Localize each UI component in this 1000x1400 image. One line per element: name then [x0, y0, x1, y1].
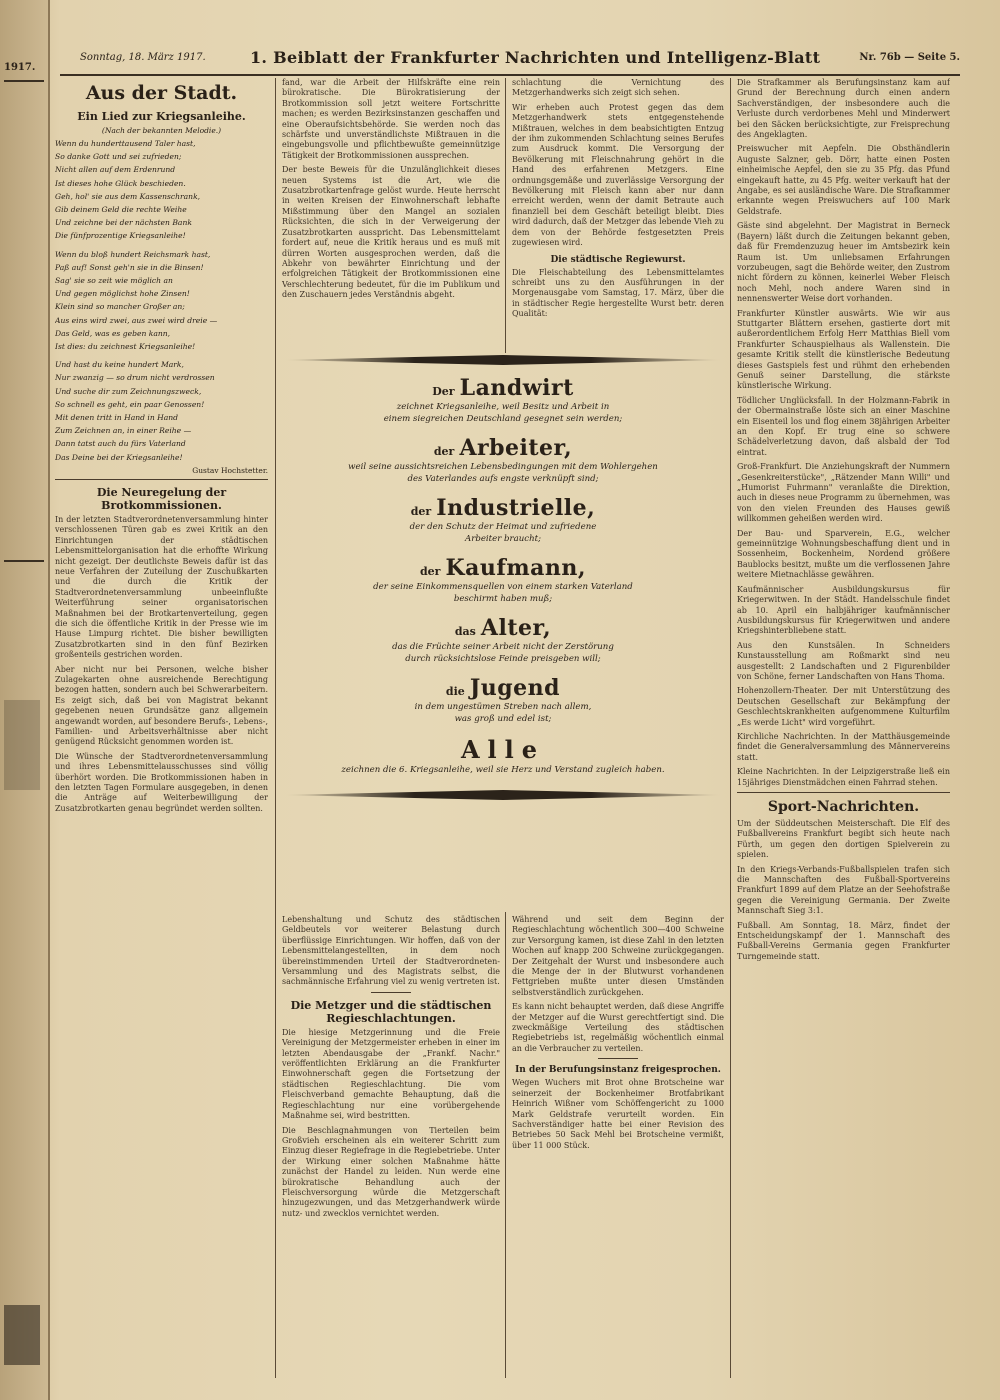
- war-bond-advertisement: [283, 355, 723, 910]
- poem-line: Und suche dir zum Zeichnungszweck,: [55, 386, 202, 396]
- subhead: Die städtische Regiewurst.: [550, 254, 686, 265]
- poem-line: Nur zwanzig — so drum nicht verdrossen: [55, 373, 215, 383]
- poem-line: Und hast du keine hundert Mark,: [55, 360, 184, 370]
- article-paragraph: Die Beschlagnahmungen von Tierteilen beim Großvieh erscheinen als ein weiterer Schritt zum Einzug dieser Regiefrage in die Regiebetriebe. Unter der Wirkung einer solchen Maßnahme hätte zunächst der Handel zu leiden. Nun werde eine bürokratische Behandlung auch der Fleischversorgung würde die Metzgerschaft hinzugezwungen, und das Metzgerhandwerk würde nutz- und zwecklos vernichtet werden.: [282, 1125, 500, 1218]
- column-2-bottom: [282, 915, 500, 1377]
- sport-item: Um der Süddeutschen Meisterschaft. Die Elf des Fußballvereins Frankfurt begibt sich heute nach Fürth, um gegen den dortigen Spielverein zu spielen.: [737, 819, 950, 860]
- column-4: [737, 78, 950, 1378]
- column-3-bottom: [512, 915, 724, 1377]
- column-rule: [730, 78, 731, 1378]
- column-rule: [505, 912, 506, 1378]
- column-3-top: [512, 78, 724, 350]
- poem-line: Gib deinem Geld die rechte Weihe: [55, 205, 187, 215]
- ad-prefix: der: [410, 505, 432, 518]
- ad-line: zeichnet Kriegsanleihe, weil Besitz und Arbeit in: [396, 402, 610, 412]
- paper-title: 1. Beiblatt der Frankfurter Nachrichten und Intelligenz-Blatt: [250, 48, 821, 67]
- news-item: Der Bau- und Sparverein, E.G., welcher gemeinnützige Wohnungsbeschaffung dient und in Sossenheim, Bockenheim, Nordend größere Baublocks besitzt, mußte um die verflossenen Jahre weitere Mietnachlässe gewähren.: [737, 528, 950, 580]
- margin-ink-block: [4, 700, 40, 790]
- ad-line: beschirmt haben muß;: [453, 594, 553, 604]
- article-paragraph: Lebenshaltung und Schutz des städtischen Geldbeutels vor weiterer Belastung durch überflüssige Einrichtungen. Wir hoffen, daß von der Lebensmittelangestellten, in dem noch übereinstimmenden Urteil der Stadtverordneten-Versammlung und des Magistrats selbst, die sachmännische Erfahrung viel zu wenig vertreten ist.: [282, 915, 500, 987]
- poem-line: Ist dies: du zeichnest Kriegsanleihe!: [55, 342, 196, 352]
- ad-line: der den Schutz der Heimat und zufriedene: [409, 522, 597, 532]
- ad-item: [283, 435, 723, 485]
- poem-line: So danke Gott und sei zufrieden;: [55, 152, 182, 162]
- news-item: Kirchliche Nachrichten. In der Matthäusgemeinde findet die Generalversammlung des Männervereins statt.: [737, 731, 950, 762]
- ad-keyword: Jugend: [469, 675, 561, 701]
- divider: [371, 992, 411, 993]
- poem-stanza-3: [55, 360, 268, 463]
- news-item: Preiswucher mit Aepfeln. Die Obsthändlerin Auguste Salzner, geb. Dörr, hatte einen Posten einheimische Aepfel, den sie zu 35 Pfg. das Pfund eingekauft hatte, zu 45 Pfg. weiter verkauft hat der Angabe, es sei ausländische Ware. Die Strafkammer erkannte wegen Preiswuchers auf 100 Mark Geldstrafe.: [737, 144, 950, 216]
- poem-line: Sag' sie so zeit wie möglich an: [55, 276, 173, 286]
- ad-alle: Alle: [460, 735, 546, 764]
- poem-line: So schnell es geht, ein paar Genossen!: [55, 399, 205, 409]
- ad-keyword: Kaufmann,: [445, 555, 587, 581]
- ad-line: einem siegreichen Deutschland gesegnet sein werden;: [383, 414, 623, 424]
- article-paragraph: Wegen Wuchers mit Brot ohne Brotscheine war seinerzeit der Bockenheimer Brotfabrikant Heinrich Wißner vom Schöffengericht zu 1000 Mark Geldstrafe verurteilt worden. Ein Sachverständiger hatte bei einer Revision des Betriebes 50 Sack Mehl bei Brotscheine vermißt, über 11 000 Stück.: [512, 1078, 724, 1150]
- news-item: Kleine Nachrichten. In der Leipzigerstraße ließ ein 15jähriges Dienstmädchen einen Fahrrad stehen.: [737, 767, 950, 787]
- ad-keyword: Arbeiter,: [459, 435, 573, 461]
- article-paragraph: Wir erheben auch Protest gegen das dem Metzgerhandwerk stets entgegenstehende Mißtrauen, welches in dem beabsichtigten Entzug der ihm zukommenden Schlachtung seines Berufes zum Ausdruck kommt. Die Versorgung der Bevölkerung mit Fleischnahrung gehört in die Hand des erfahrenen Metzgers. Eine ordnungsgemäße und zuverlässige Versorgung der Bevölkerung mit Fleisch kann aber nur dann erreicht werden, wenn der damit Betraute auch finanziell bei dem Geschäft beteiligt bleibt. Dies wird dadurch, daß der Metzger das lebende Vieh zu dem von der Behörde festgesetzten Preis zugewiesen wird.: [512, 102, 724, 248]
- news-item: Hohenzollern-Theater. Der mit Unterstützung des Deutschen Gesellschaft zur Bekämpfung der Geschlechtskrankheiten aufgenommene Kulturfilm „Es werde Licht" wird vorgeführt.: [737, 686, 950, 727]
- ad-keyword: Landwirt: [459, 375, 574, 401]
- article-paragraph: Es kann nicht behauptet werden, daß diese Angriffe der Metzger auf die Wurst gerechtfertigt sind. Die zweckmäßige Verteilung des städtischen Regiebetriebs ist, regelmäßig wöchentlich einmal an die Verbraucher zu verteilen.: [512, 1002, 724, 1053]
- divider: [55, 479, 268, 480]
- ad-closing: [283, 735, 723, 776]
- column-2-top: [282, 78, 500, 350]
- article-paragraph: Aber nicht nur bei Personen, welche bisher Zulagekarten ohne ausreichende Berechtigung bezogen hatten, sondern auch bei Schwerarbeitern. Es zeigt sich, daß bei von Magistrat bekannt gegebenen neuen Grundsätze ganz allgemein angewandt worden, auf besondere Berufs-, Lebens-, Familien- und Arbeitsverhältnisse aber nicht genügend Rücksicht genommen worden ist.: [55, 664, 268, 747]
- news-item: Kaufmännischer Ausbildungskursus für Kriegerwitwen. In der Städt. Handelsschule findet ab 10. April ein halbjähriger kaufmännischer Ausbildungskursus für Kriegerwitwen und andere Kriegshinterbliebene statt.: [737, 584, 950, 636]
- ad-keyword: Alter,: [480, 615, 552, 641]
- ad-prefix: das: [454, 625, 476, 638]
- poem-line: Dann tatst auch du fürs Vaterland: [55, 439, 186, 449]
- margin-rule: [4, 560, 44, 562]
- ad-prefix: der: [419, 565, 441, 578]
- poem-line: Geh, hol' sie aus dem Kassenschrank,: [55, 191, 201, 201]
- ad-item: [283, 675, 723, 725]
- poem-stanza-1: [55, 139, 268, 242]
- column-rule: [505, 78, 506, 353]
- article-paragraph: In der letzten Stadtverordnetenversammlung hinter verschlossenen Türen gab es zwei Kritik an den Einrichtungen der städtischen Lebensmittelorganisation hat die erhoffte Wirkung nicht gezeigt. Der deutlichste Beweis dafür ist das neue Verfahren der Zuteilung der Zuschußkarten und die durch die Kritik der Stadtverordnetenversammlung unbeeinflußte Weiterführung seiner organisatorischen Maßnahmen bei der Brotkartenverteilung, gegen die sich die öffentliche Kritik in der Presse wie im Hause Limpurg richtet. Die bisher bewilligten Zusatzbrotkarten sind in den fünf Bezirken großenteils gestrichen worden.: [55, 514, 268, 660]
- section-title: Aus der Stadt.: [85, 82, 238, 104]
- poem-line: Wenn du bloß hundert Reichsmark hast,: [55, 249, 211, 259]
- ad-item: [283, 555, 723, 605]
- ornament-rule: [283, 790, 723, 800]
- poem-line: Mit denen tritt in Hand in Hand: [55, 413, 179, 423]
- ad-line: des Vaterlandes aufs engste verknüpft sind;: [407, 474, 599, 484]
- margin-year: 1917.: [4, 62, 36, 73]
- news-item: Gäste sind abgelehnt. Der Magistrat in Berneck (Bayern) läßt durch die Zeitungen bekannt geben, daß für Fremdenzuzug heuer im Amtsbezirk kein Raum ist. Um unliebsamen Erfahrungen vorzubeugen, sagt die Behörde weiter, den Zustrom nicht fördern zu können, keinerlei Weber Fleisch noch Mehl, noch andere Waren sind in nennenswerter Weise dort vorhanden.: [737, 221, 950, 304]
- news-item: Die Strafkammer als Berufungsinstanz kam auf Grund der Berechnung durch einen andern Sachverständigen, der insbesondere auch die Verluste durch verdorbenes Mehl und Minderwert bei den Säcken berücksichtigte, zur Freisprechung des Angeklagten.: [737, 78, 950, 140]
- article-title: Die Neuregelung der Brotkommissionen.: [96, 485, 227, 512]
- article-paragraph: Der beste Beweis für die Unzulänglichkeit dieses neuen Systems ist die Art, wie die Zusatzbrotkartenfrage gelöst wurde. Heute herrscht in weiten Kreisen der Einwohnerschaft lebhafte Mißstimmung über den Mangel an sozialen Rücksichten, die sich in der Verweigerung der Zusatzbrotkarten ausspricht. Das Lebensmittelamt fordert auf, neue die Kritik heraus und es muß mit dürren Worten ausgesprochen werden, daß die Abkehr von bewährter Einrichtung und der erfolgreichen Tätigkeit der Brotkommissionen eine Verschlechterung bedeutet, für die im Publikum und den Zuschauern jedes Verständnis abgeht.: [282, 165, 500, 300]
- poem-line: Und gegen möglichst hohe Zinsen!: [55, 289, 190, 299]
- poem-line: Aus eins wird zwei, aus zwei wird dreie —: [55, 315, 218, 325]
- article-title: In der Berufungsinstanz freigesprochen.: [515, 1065, 721, 1076]
- margin-ink-block: [4, 1305, 40, 1365]
- ad-item: [283, 375, 723, 425]
- poem-line: Klein sind so mancher Großer an;: [55, 302, 185, 312]
- ad-keyword: Industrielle,: [436, 495, 596, 521]
- poem-line: Das Geld, was es geben kann,: [55, 328, 171, 338]
- news-item: Frankfurter Künstler auswärts. Wie wir aus Stuttgarter Blättern ersehen, gastierte dort mit außerordentlichem Erfolg Herr Matthias Biell vom Frankfurter Schauspielhaus als Wallenstein. Die gesamte Kritik stellt die künstlerische Bedeutung dieses Gastspiels fest und rühmt den erhebenden Genuß seiner Darstellung, die stärkste künstlerische Wirkung.: [737, 308, 950, 391]
- poem-note: (Nach der bekannten Melodie.): [101, 126, 222, 135]
- ad-line: Arbeiter braucht;: [465, 534, 541, 544]
- sport-section-title: Sport-Nachrichten.: [767, 799, 920, 815]
- news-item: Groß-Frankfurt. Die Anziehungskraft der Nummern „Gesenkreiterstücke", „Rätzender Mann Willi" und „Humorist Fuhrmann" veranlaßte die Direktion, auch in dieses neue Programm zu übernehmen, was von den vielen Freunden des Hauses gewiß willkommen geheißen werden wird.: [737, 462, 950, 524]
- sport-item: In den Kriegs-Verbands-Fußballspielen trafen sich die Mannschaften des Fußball-Sportvereins Frankfurt 1899 auf dem Platze an der Seehofstraße gegen die Vereinigung Germania. Der Zweite Mannschaft Sieg 3:1.: [737, 864, 950, 916]
- article-title: Die Metzger und die städtischen Regieschlachtungen.: [290, 998, 492, 1025]
- ad-item: [283, 615, 723, 665]
- ad-line: in dem ungestümen Streben nach allem,: [414, 702, 592, 712]
- ad-line: das die Früchte seiner Arbeit nicht der Zerstörung: [392, 642, 614, 652]
- adjacent-page-margin: [0, 0, 50, 1400]
- poem-title: Ein Lied zur Kriegsanleihe.: [77, 110, 246, 123]
- poem-line: Das Deine bei der Kriegsanleihe!: [55, 452, 183, 462]
- article-paragraph: Die Fleischabteilung des Lebensmittelamtes schreibt uns zu den Ausführungen in der Morgenausgabe vom Samstag, 17. März, über die in städtischer Regie hergestellte Wurst betr. deren Qualität:: [512, 267, 724, 319]
- poem-line: Ist dieses hohe Glück beschieden.: [55, 178, 186, 188]
- article-paragraph: schlachtung die Vernichtung des Metzgerhandwerks sich zeigt sich sehen.: [512, 78, 724, 98]
- article-paragraph: Die Wünsche der Stadtverordnetenversammlung und ihres Lebensmittelausschusses sind völlig überhört worden. Die Brotkommissionen haben in den letzten Tagen Formulare ausgegeben, in denen die Anträge auf Weiterbewilligung der Zusatzbrotkarten genau begründet werden sollten.: [55, 751, 268, 813]
- ad-prefix: die: [445, 685, 465, 698]
- ad-prefix: Der: [432, 385, 455, 398]
- ad-line: durch rücksichtslose Feinde preisgeben will;: [405, 654, 601, 664]
- poem-stanza-2: [55, 250, 268, 353]
- poem-line: Paß auf! Sonst geh'n sie in die Binsen!: [55, 262, 204, 272]
- issue-number: Nr. 76b — Seite 5.: [859, 52, 960, 63]
- article-paragraph: Während und seit dem Beginn der Regieschlachtung wöchentlich 300—400 Schweine zur Versorgung kamen, ist diese Zahl in den letzten Wochen auf knapp 200 Schweine zurückgegangen. Der Zeitgehalt der Wurst und insbesondere auch die Menge der in der Blutwurst vorhandenen Fettgrieben mußte unter diesen Umständen selbstverständlich zurückgehen.: [512, 915, 724, 997]
- ad-prefix: der: [433, 445, 455, 458]
- poem-line: Nicht allen auf dem Erdenrund: [55, 165, 176, 175]
- poem-line: Die fünfprozentige Kriegsanleihe!: [55, 231, 186, 241]
- masthead: [60, 48, 960, 76]
- poem-signature: Gustav Hochstetter.: [192, 465, 268, 475]
- ad-item: [283, 495, 723, 545]
- news-item: Tödlicher Unglücksfall. In der Holzmann-Fabrik in der Obermainstraße löste sich an einer Maschine ein Eisenteil los und flog einem 38jährigen Arbeiter an den Kopf. Er trug eine so schwere Schädelverletzung davon, daß alsbald der Tod eintrat.: [737, 395, 950, 457]
- sport-item: Fußball. Am Sonntag, 18. März, findet der Entscheidungskampf der 1. Mannschaft des Fußball-Vereins Germania gegen Frankfurter Turngemeinde statt.: [737, 920, 950, 961]
- margin-rule: [4, 80, 44, 82]
- ornament-rule: [283, 355, 723, 365]
- poem-line: Und zeichne bei der nächsten Bank: [55, 218, 192, 228]
- column-1: [55, 78, 268, 1378]
- ad-line: der seine Einkommensquellen von einem starken Vaterland: [373, 582, 633, 592]
- divider: [737, 792, 950, 793]
- ad-closing-line: zeichnen die 6. Kriegsanleihe, weil sie Herz und Verstand zugleich haben.: [341, 765, 665, 775]
- article-paragraph: Die hiesige Metzgerinnung und die Freie Vereinigung der Metzgermeister erheben in einer im letzten Abendausgabe der „Frankf. Nachr." veröffentlichten Erklärung an die Frankfurter Einwohnerschaft gegen die Fortsetzung der städtischen Regieschlachtung. Die vom Fleischverband gemachte Behauptung, daß die Regieschlachtung nur eine vorübergehende Maßnahme sei, wird bestritten.: [282, 1027, 500, 1121]
- ad-line: weil seine aussichtsreichen Lebensbedingungen mit dem Wohlergehen: [348, 462, 658, 472]
- poem-line: Zum Zeichnen an, in einer Reihe —: [55, 426, 192, 436]
- article-paragraph: fand, war die Arbeit der Hilfskräfte eine rein bürokratische. Die Bürokratisierung der Brotkommission soll jetzt weitere Fortschritte machen; es werden Bezirksinstanzen geschaffen und eine Oberaufsichtsbehörde. Sie werden noch das schärfste und unverständlichste Mißtrauen in die eingebungsvolle und pflichtbewußte gemeinnützige Tätigkeit der Brotkommissionen aussprechen.: [282, 78, 500, 160]
- poem-line: Wenn du hunderttausend Taler hast,: [55, 139, 196, 148]
- divider: [598, 1058, 638, 1059]
- issue-date: Sonntag, 18. März 1917.: [80, 52, 206, 63]
- column-rule: [275, 78, 276, 1378]
- news-item: Aus den Kunstsälen. In Schneiders Kunstausstellung am Roßmarkt sind neu ausgestellt: 2 Landschaften und 2 Figurenbilder von Schöne, ferner Landschaften von Hans Thoma.: [737, 640, 950, 681]
- ad-line: was groß und edel ist;: [454, 714, 552, 724]
